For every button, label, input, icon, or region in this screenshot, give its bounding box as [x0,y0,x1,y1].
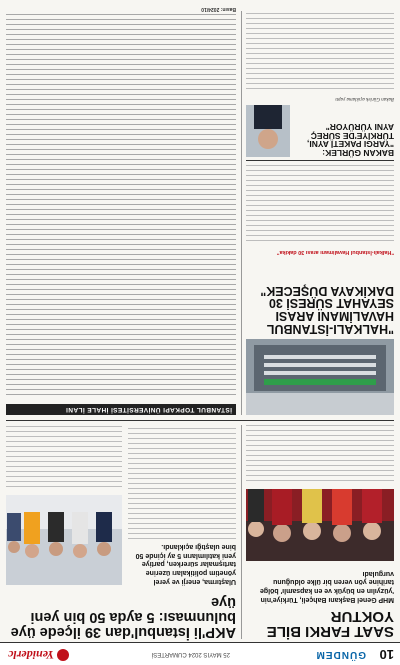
subhead-bottom-left: "Halkalı-İstanbul Havalimanı arası 30 dakika" [276,249,394,255]
photo-airport-terminal [246,339,394,415]
body-bottom-mid [246,11,394,93]
newspaper-logo [8,647,69,662]
headline-bottom-left: "HALKALI-İSTANBUL HAVALİMANI ARASI SEYAHAT SÜRESİ 30 DAKİKAYA DÜŞECEK" [260,283,394,336]
headline-top-left: SAAT FARKI BİLE YOKTUR [266,607,394,640]
photo-minister-portrait [246,105,290,157]
photo-minister-portrait-image [246,105,290,157]
body-top-left [246,425,394,485]
column-divider-bottom [241,11,242,415]
photo-party-meeting-image [6,495,122,585]
bottom-divider [246,160,394,161]
deck-top-left: MHP Genel Başkanı Bahçeli, Türkiye'nin 'yüzyılın en büyük ve en kapsamlı' bölge tarihine yön veren bir ülke olduğunu vurguladı [259,569,394,603]
deck-top-right: Ulaştırma, enerji ve yerel yönetim politikaları üzerine tartışmalar sürerken, partiye yeni katılımların 5 ay içinde 50 bine ulaştığı açıklandı. [135,543,236,585]
headline-bottom-mid: BAKAN GÜRLEK: "YARGI PAKETİ AYNI, TÜRKİYE'DE SÜREÇ AYNI YÜRÜYOR" [306,122,394,158]
byline-bottom-mid: Bakan Gürlek açıklama yaptı [335,96,394,101]
photo-party-meeting [6,495,122,585]
photo-ceremony [246,489,394,561]
listing-body [6,13,236,399]
section-label: GÜNDEM [315,649,366,660]
body-top-right-2 [6,425,122,491]
headline-top-right: AKP'li İstanbul'dan 39 ilçede üye bulunması: 5 ayda 50 bin yeni üye [10,594,236,640]
body-bottom-left [246,165,394,245]
issue-date: 25 MAYIS 2024 CUMARTESİ [151,651,230,657]
logo-mark-icon [57,649,69,661]
body-top-right [128,425,236,543]
photo-ceremony-image [246,489,394,561]
column-divider [241,425,242,639]
listing-footer: Basın: 2024/10 [201,6,236,12]
logo-text: Yeniderlc [8,648,54,662]
masthead [0,642,400,665]
page-number: 10 [379,647,394,662]
listing-header: İSTANBUL TOPKAPI ÜNİVERSİTESİ İHALE İLANI [6,404,236,415]
photo-airport-terminal-image [246,339,394,415]
section-divider [6,420,394,421]
